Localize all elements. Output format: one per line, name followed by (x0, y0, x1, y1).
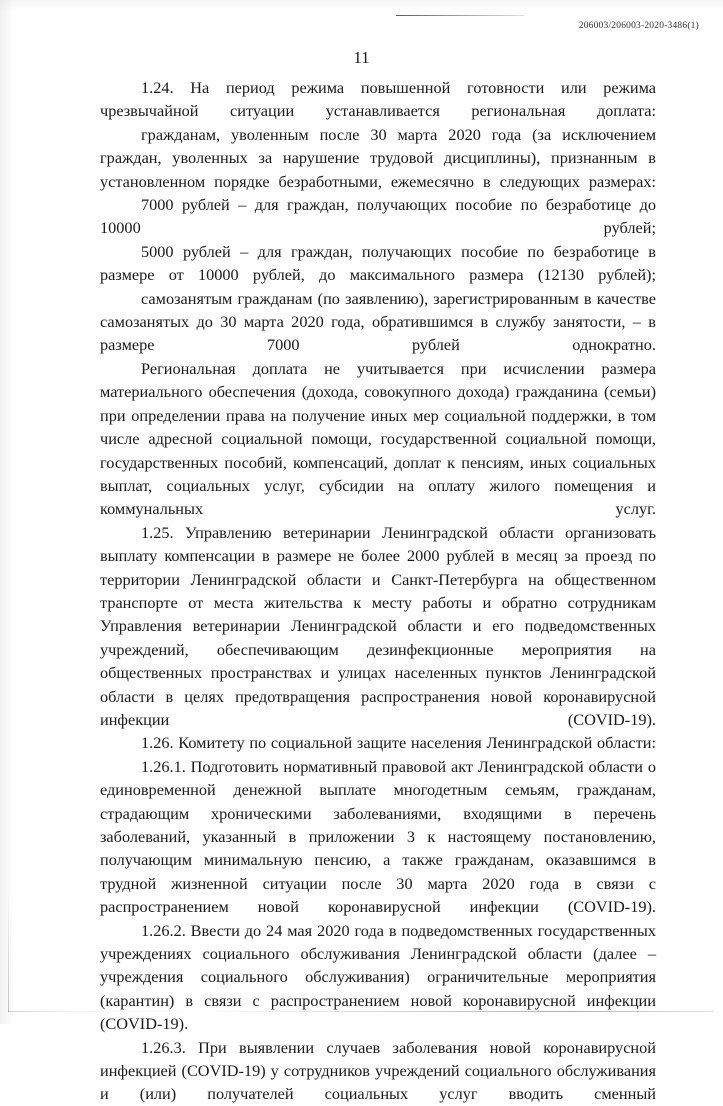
scan-border-left-line (8, 18, 9, 1012)
paragraph-1-24: 1.24. На период режима повышенной готовности или режима чрезвычайной ситуации устанавливается региональная доплата: (100, 78, 656, 121)
paragraph-benefit-7000: 7000 рублей – для граждан, получающих пособие по безработице до 10000 рублей; (100, 195, 656, 238)
document-body (100, 76, 656, 1106)
paragraph-dismissed-citizens: гражданам, уволенным после 30 марта 2020 года (за исключением граждан, уволенных за нарушение трудовой дисциплины), признанным в установленном порядке безработными, ежемесячно в следующих размерах: (100, 124, 656, 191)
paragraph-benefit-5000: 5000 рублей – для граждан, получающих пособие по безработице в размере от 10000 рублей, до максимального размера (12130 рублей); (100, 241, 656, 285)
paragraph-1-26-1: 1.26.1. Подготовить нормативный правовой акт Ленинградской области о единовременной денежной выплате многодетным семьям, гражданам, страдающим хроническими заболеваниями, входящими в перечень заболеваний, указанный в приложении 3 к настоящему постановлению, получающим минимальную пенсию, а также гражданам, оказавшимся в трудной жизненной ситуации после 30 марта 2020 года в связи с распространением новой коронавирусной инфекции (COVID-19). (100, 756, 656, 917)
scan-edge-left (0, 0, 14, 1024)
page-number: 11 (353, 48, 370, 67)
paragraph-1-26-2: 1.26.2. Ввести до 24 мая 2020 года в подведомственных государственных учреждениях социального обслуживания Ленинградской области (далее – учреждения социального обслуживания) ограничительные мероприятия (карантин) в связи с распространением новой коронавирусной инфекции (COVID-19). (100, 920, 656, 1034)
scan-edge-top (0, 0, 723, 10)
header-rule-line (396, 15, 524, 16)
paragraph-self-employed: самозанятым гражданам (по заявлению), зарегистрированным в качестве самозанятых до 30 марта 2020 года, обратившимся в службу занятости, – в размере 7000 рублей однократно. (100, 288, 656, 355)
paragraph-1-26-3: 1.26.3. При выявлении случаев заболевания новой коронавирусной инфекцией (COVID-19) у сотрудников учреждений социального обслуживания и (или) получателей социальных услуг вводить сменный (100, 1037, 656, 1104)
paragraph-regional-supplement: Региональная доплата не учитывается при исчислении размера материального обеспечения (дохода, совокупного дохода) гражданина (семьи) при определении права на получение иных мер социальной поддержки, в том числе адресной социальной помощи, государственной социальной помощи, государственных пособий, компенсаций, доплат к пенсиям, иных социальных выплат, социальных услуг, субсидии на оплату жилого помещения и коммунальных услуг. (100, 358, 656, 519)
document-id-stamp: 206003/206003-2020-3486(1) (578, 21, 699, 31)
paragraph-1-26: 1.26. Комитету по социальной защите населения Ленинградской области: (141, 733, 656, 753)
paragraph-1-25: 1.25. Управлению ветеринарии Ленинградской области организовать выплату компенсации в размере не более 2000 рублей в месяц за проезд по территории Ленинградской области и Санкт-Петербурга на общественном транспорте от места жительства к месту работы и обратно сотрудникам Управления ветеринарии Ленинградской области и его подведомственных учреждений, обеспечивающим дезинфекционные мероприятия на общественных пространствах и улицах населенных пунктов Ленинградской области в целях предотвращения распространения новой коронавирусной инфекции (COVID-19). (100, 522, 656, 729)
